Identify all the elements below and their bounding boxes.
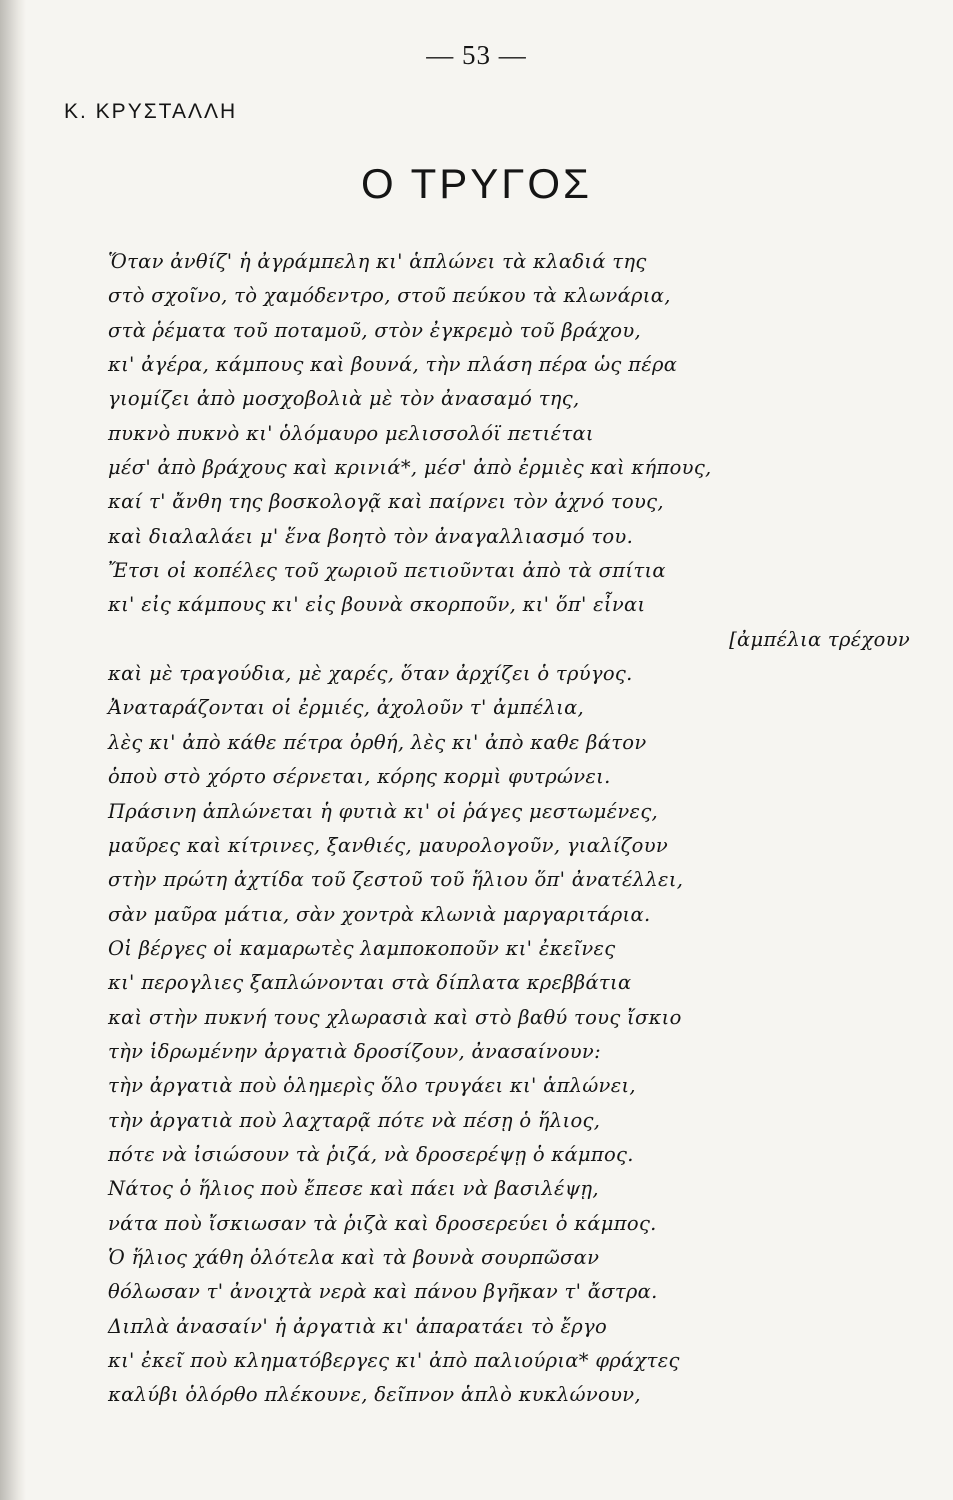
binding-shadow xyxy=(0,0,26,1500)
poem-line: νάτα ποὺ ἴσκιωσαν τὰ ῥιζὰ καὶ δροσερεύει ὁ κάμπος. xyxy=(108,1211,657,1235)
poem-line: καὶ στὴν πυκνή τους χλωρασιὰ καὶ στὸ βαθύ τους ἴσκιο xyxy=(108,1005,682,1029)
poem-line: καί τ' ἄνθη της βοσκολογᾷ καὶ παίρνει τὸν ἀχνό τους, xyxy=(108,490,664,514)
poem-line: Ὅταν ἀνθίζ' ἡ ἀγράμπελη κι' ἁπλώνει τὰ κλαδιά της xyxy=(108,250,647,273)
poem-line-continuation: [ἀμπέλια τρέχουν xyxy=(729,627,910,651)
poem-line: καὶ διαλαλάει μ' ἕνα βοητὸ τὸν ἀναγαλλιασμό του. xyxy=(108,524,634,548)
poem-line: ὁποὺ στὸ χόρτο σέρνεται, κόρης κορμὶ φυτρώνει. xyxy=(108,765,611,789)
poem-title: Ο ΤΡΥΓΟΣ xyxy=(360,160,593,207)
author-name: Κ. ΚΡΥΣΤΑΛΛΗ xyxy=(64,100,238,123)
poem-line: λὲς κι' ἀπὸ κάθε πέτρα ὀρθή, λὲς κι' ἀπὸ καθε βάτον xyxy=(108,730,647,754)
poem-line: Ἀναταράζονται οἱ ἐρμιές, ἀχολοῦν τ' ἀμπέλια, xyxy=(108,696,585,720)
poem-line: θόλωσαν τ' ἀνοιχτὰ νερὰ καὶ πάνου βγῆκαν τ' ἄστρα. xyxy=(108,1280,658,1304)
poem-line: Ἔτσι οἱ κοπέλες τοῦ χωριοῦ πετιοῦνται ἀπὸ τὰ σπίτια xyxy=(108,559,666,583)
poem-line: στὰ ῥέματα τοῦ ποταμοῦ, στὸν ἐγκρεμὸ τοῦ βράχου, xyxy=(108,318,641,342)
poem-line: τὴν ἱδρωμένην ἀργατιὰ δροσίζουν, ἀνασαίνουν: xyxy=(108,1039,601,1063)
poem-line: μέσ' ἀπὸ βράχους καὶ κρινιά*, μέσ' ἀπὸ ἐρμιὲς καὶ κήπους, xyxy=(108,456,712,480)
poem-line: Ὁ ἥλιος χάθη ὁλότελα καὶ τὰ βουνὰ σουρπῶσαν xyxy=(108,1245,600,1269)
poem-line: καλύβι ὁλόρθο πλέκουνε, δεῖπνον ἁπλὸ κυκλώνουν, xyxy=(108,1383,641,1407)
poem-line: Νάτος ὁ ἥλιος ποὺ ἔπεσε καὶ πάει νὰ βασιλέψῃ, xyxy=(108,1177,599,1201)
poem-line: στὴν πρώτη ἀχτίδα τοῦ ζεστοῦ τοῦ ἥλιου ὅπ' ἀνατέλλει, xyxy=(108,868,684,892)
poem-line: γιομίζει ἀπὸ μοσχοβολιὰ μὲ τὸν ἀνασαμό της, xyxy=(108,387,580,411)
poem-line: μαῦρες καὶ κίτρινες, ξανθιές, μαυρολογοῦν, γιαλίζουν xyxy=(108,833,669,857)
poem-line: Πράσινη ἁπλώνεται ἡ φυτιὰ κι' οἱ ῥάγες μεστωμένες, xyxy=(108,799,659,823)
poem-line: πότε νὰ ἰσιώσουν τὰ ῥιζά, νὰ δροσερέψῃ ὁ κάμπος. xyxy=(108,1142,634,1166)
poem-line: πυκνὸ πυκνὸ κι' ὁλόμαυρο μελισσολόϊ πετιέται xyxy=(108,421,594,445)
page-number: — 53 — xyxy=(426,40,527,70)
poem-line: κι' ἐκεῖ ποὺ κληματόβεργες κι' ἀπὸ παλιούρια* φράχτες xyxy=(108,1349,680,1372)
poem-line: Διπλὰ ἀνασαίν' ἡ ἀργατιὰ κι' ἀπαρατάει τὸ ἔργο xyxy=(108,1314,608,1338)
poem-line: κι' περογλιες ξαπλώνονται στὰ δίπλατα κρεββάτια xyxy=(108,971,632,995)
poem-line: στὸ σχοῖνο, τὸ χαμόδεντρο, στοῦ πεύκου τὰ κλωνάρια, xyxy=(108,284,671,308)
poem-line: κι' ἀγέρα, κάμπους καὶ βουνά, τὴν πλάση πέρα ὡς πέρα xyxy=(108,353,678,377)
poem-body xyxy=(108,245,928,1413)
poem-line: τὴν ἀργατιὰ ποὺ λαχταρᾷ πότε νὰ πέσῃ ὁ ἥλιος, xyxy=(108,1108,601,1132)
poem-line: Οἱ βέργες οἱ καμαρωτὲς λαμποκοποῦν κι' ἐκεῖνες xyxy=(108,936,616,960)
poem-line: κι' εἰς κάμπους κι' εἰς βουνὰ σκορποῦν, κι' ὅπ' εἶναι xyxy=(108,593,646,617)
poem-line: καὶ μὲ τραγούδια, μὲ χαρές, ὅταν ἀρχίζει ὁ τρύγος. xyxy=(108,662,633,686)
poem-line: τὴν ἀργατιὰ ποὺ ὁλημερὶς ὅλο τρυγάει κι' ἁπλώνει, xyxy=(108,1074,636,1098)
poem-line: σὰν μαῦρα μάτια, σὰν χοντρὰ κλωνιὰ μαργαριτάρια. xyxy=(108,902,651,926)
